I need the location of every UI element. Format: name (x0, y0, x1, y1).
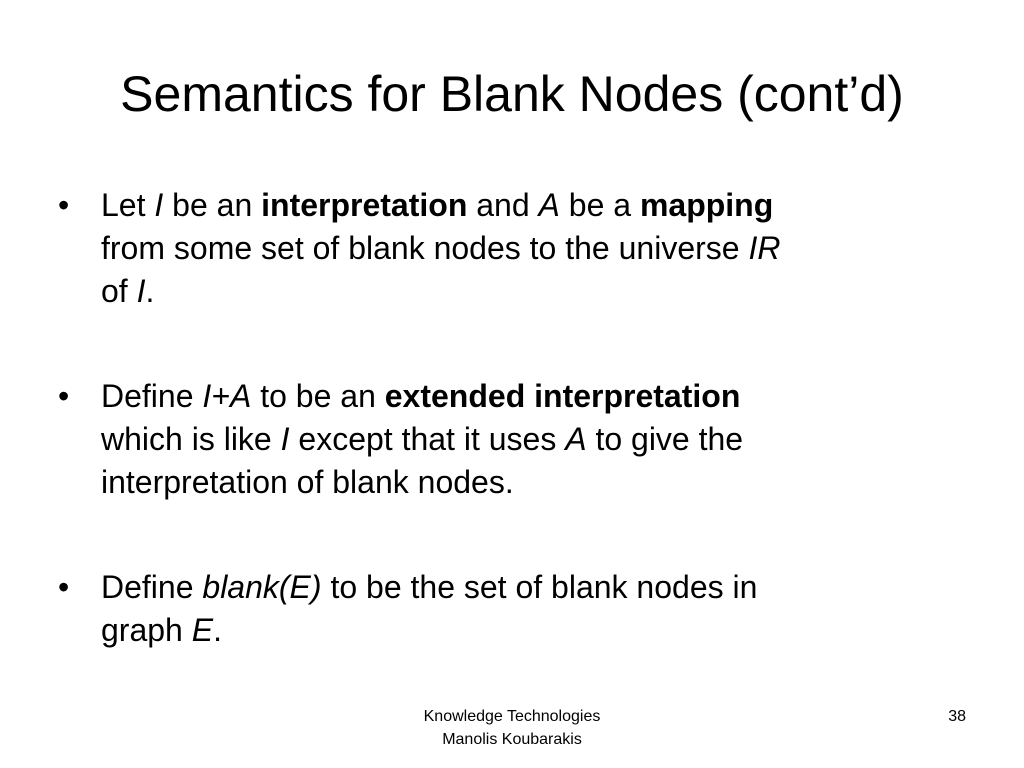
bullet-line (101, 227, 958, 270)
footer-credits (372, 705, 652, 751)
italic-symbol: A (538, 187, 560, 223)
text-run: interpretation of blank nodes. (101, 464, 514, 500)
text-run: of (101, 273, 137, 309)
footer-author: Manolis Koubarakis (442, 731, 582, 748)
italic-symbol: blank(E) (202, 569, 322, 605)
italic-symbol: I (136, 273, 146, 309)
bullet-marker: • (58, 378, 70, 414)
bullet-marker: • (58, 187, 70, 223)
italic-symbol: I (280, 421, 290, 457)
bullet-text (101, 375, 958, 504)
italic-symbol: I (154, 187, 164, 223)
text-run: and (467, 187, 539, 223)
text-run: Define (101, 378, 203, 414)
text-run: . (213, 612, 222, 648)
bold-term: extended interpretation (384, 378, 741, 414)
bullet-item (58, 375, 958, 504)
italic-symbol: E (191, 612, 214, 648)
text-run: be an (163, 187, 262, 223)
bullet-line (101, 184, 958, 227)
text-run: Define (101, 569, 203, 605)
bullet-text (101, 184, 958, 313)
italic-symbol: I+A (202, 378, 252, 414)
bullet-line (101, 566, 958, 609)
bullet-line (101, 609, 958, 652)
bold-term: interpretation (261, 187, 468, 223)
text-run: except that it uses (289, 421, 566, 457)
bullet-item (58, 566, 958, 652)
slide-title: Semantics for Blank Nodes (cont’d) (120, 66, 904, 122)
bold-term: mapping (639, 187, 774, 223)
bullet-marker: • (58, 569, 70, 605)
text-run: . (145, 273, 155, 309)
text-run: graph (101, 612, 192, 648)
text-run: which is like (101, 421, 281, 457)
bullet-line (101, 270, 958, 313)
bullet-text (101, 566, 958, 652)
text-run: to be the set of blank nodes in (321, 569, 758, 605)
footer-course: Knowledge Technologies (423, 708, 601, 725)
italic-symbol: IR (748, 230, 781, 266)
text-run: to give the (586, 421, 744, 457)
page-number: 38 (948, 708, 966, 725)
text-run: from some set of blank nodes to the universe (101, 230, 749, 266)
text-run: be a (559, 187, 640, 223)
bullet-item (58, 184, 958, 313)
italic-symbol: A (565, 421, 587, 457)
bullet-line (101, 375, 958, 418)
text-run: Let (101, 187, 155, 223)
bullet-line (101, 461, 958, 504)
text-run: to be an (251, 378, 385, 414)
bullet-line (101, 418, 958, 461)
